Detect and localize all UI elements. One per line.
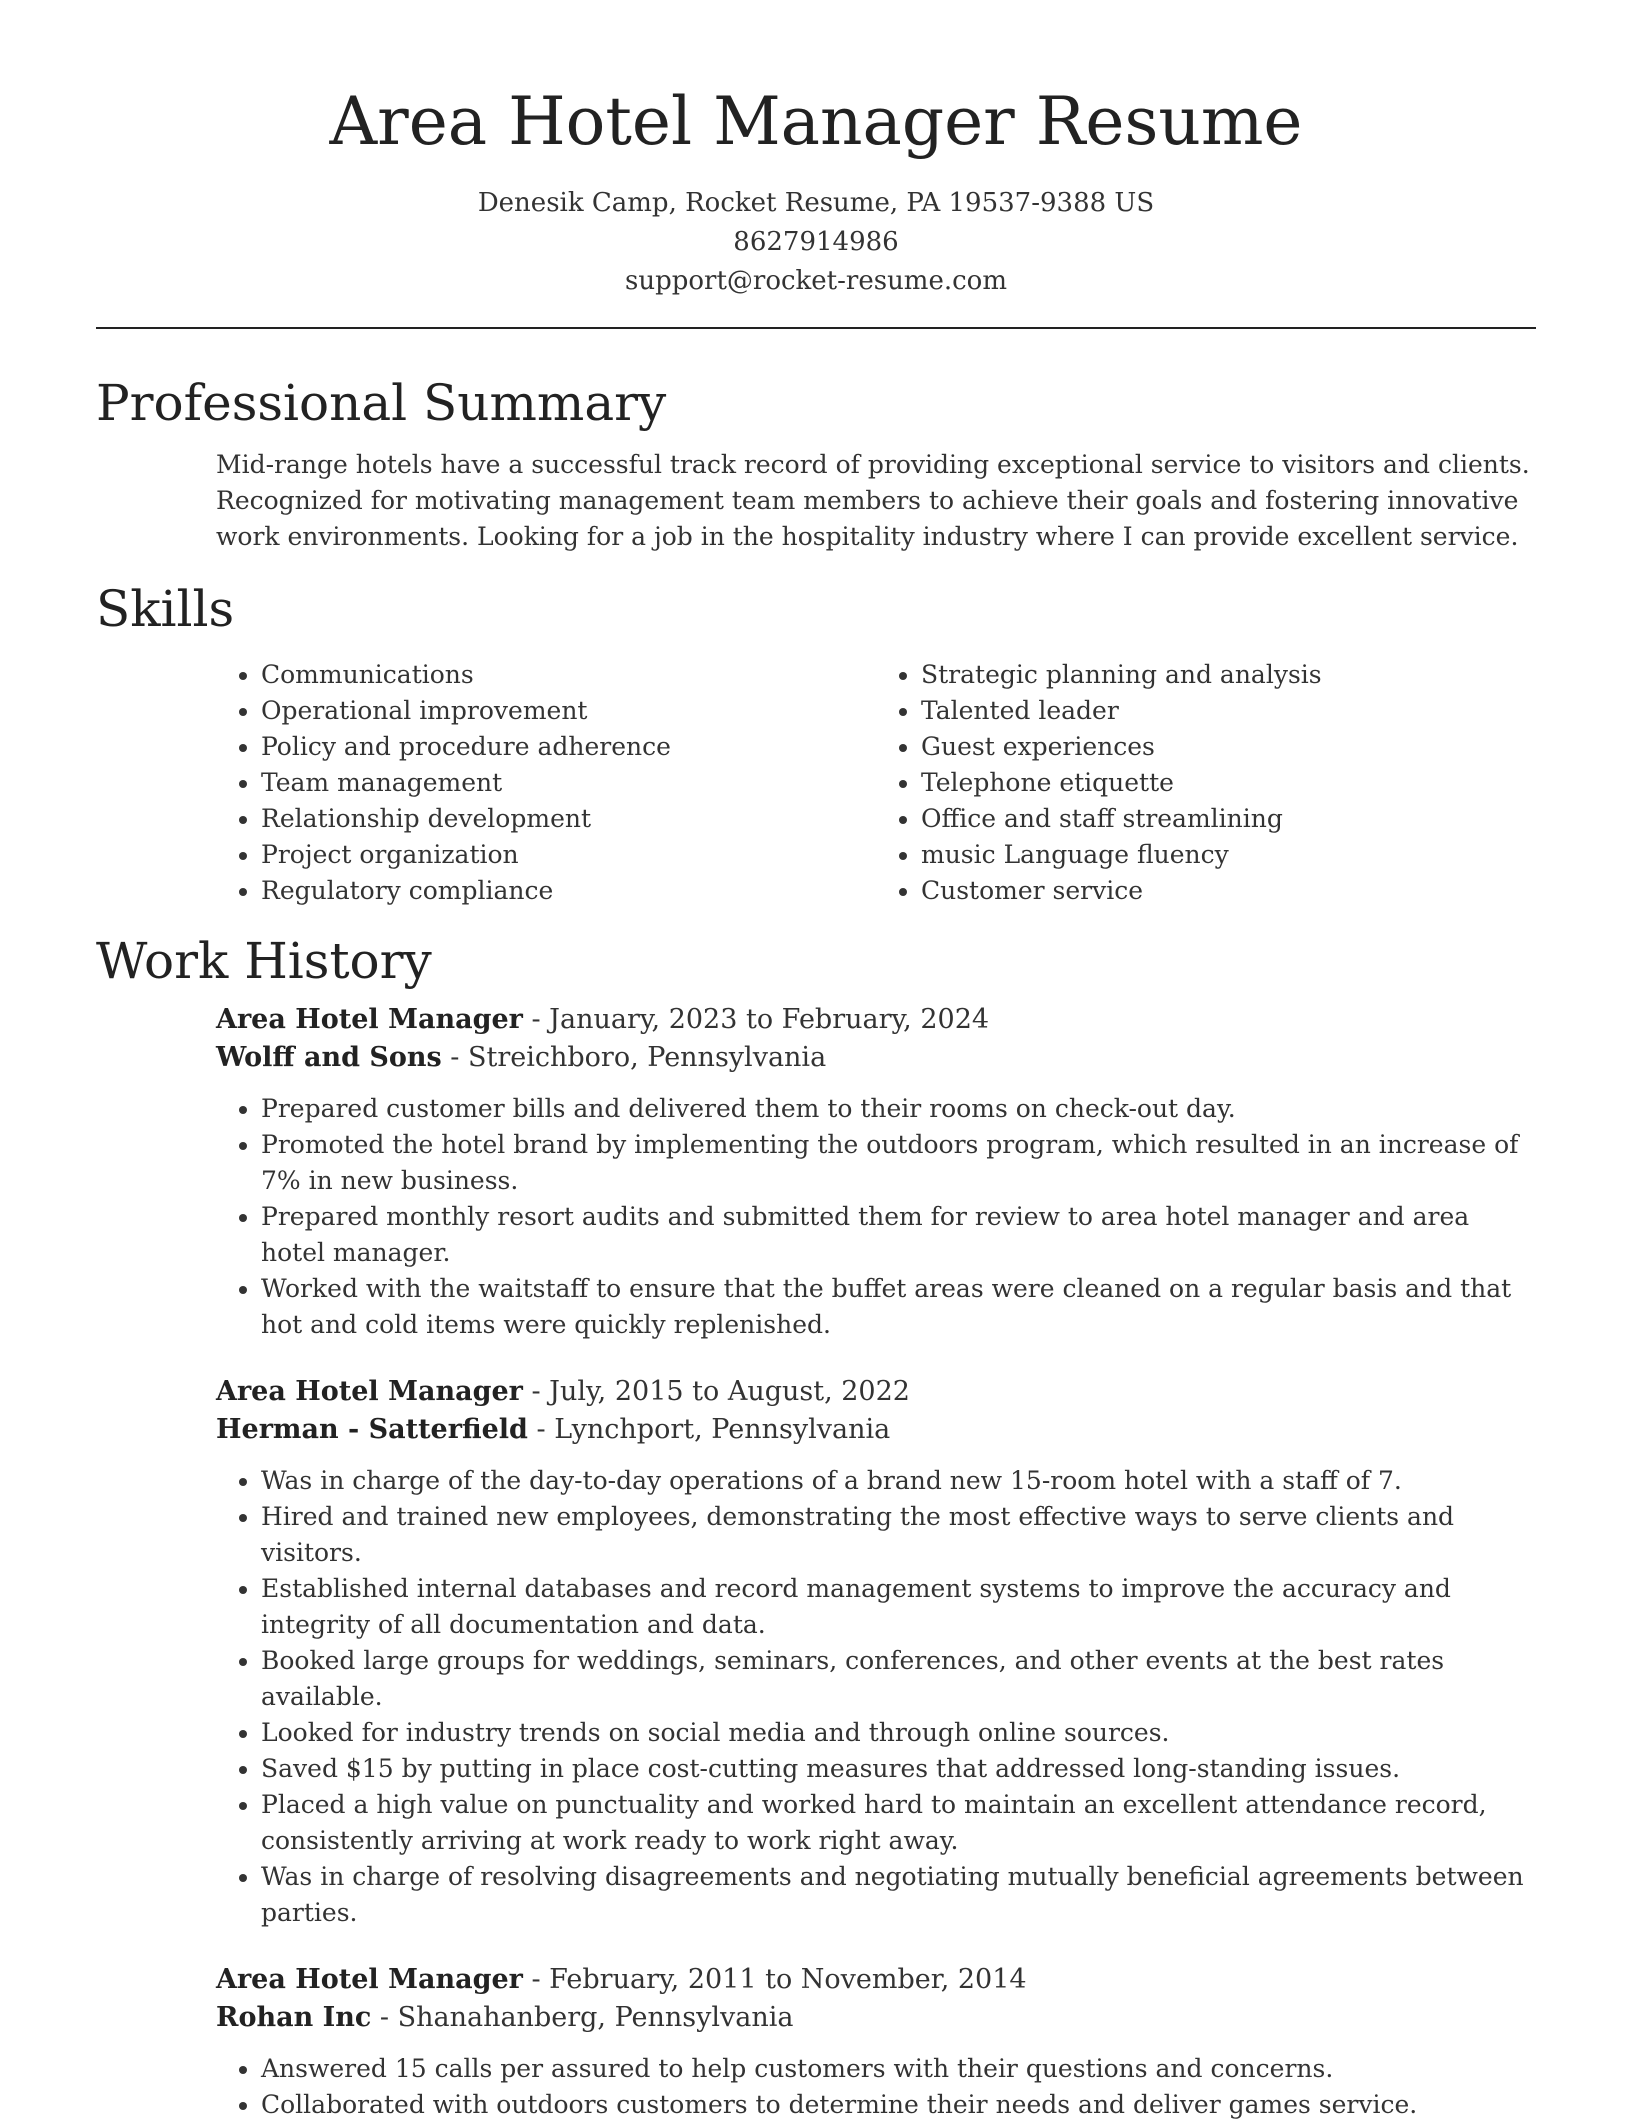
job-title: Area Hotel Manager: [216, 1375, 523, 1407]
job-bullets: [216, 1463, 1536, 1931]
skill-item: • music Language fluency: [921, 837, 1536, 873]
skills-section: [96, 579, 1536, 909]
job-bullet: • Placed a high value on punctuality and worked hard to maintain an excellent attendance record, consistently arriving at work ready to work right away.: [261, 1787, 1536, 1859]
job-bullet: • Booked large groups for weddings, seminars, conferences, and other events at the best rates available.: [261, 1643, 1536, 1715]
job-company-line: [216, 1411, 1536, 1449]
skill-item: • Team management: [261, 765, 876, 801]
skill-item: • Guest experiences: [921, 729, 1536, 765]
skills-grid: [216, 657, 1536, 909]
skill-item: • Telephone etiquette: [921, 765, 1536, 801]
job-location: - Lynchport, Pennsylvania: [527, 1413, 891, 1445]
skills-list-right: [876, 657, 1536, 909]
skills-list-left: [216, 657, 876, 909]
skill-item: • Project organization: [261, 837, 876, 873]
summary-section: [96, 373, 1536, 555]
skill-item: • Communications: [261, 657, 876, 693]
skill-item: • Talented leader: [921, 693, 1536, 729]
job-title: Area Hotel Manager: [216, 1963, 523, 1995]
job-bullet: • Hired and trained new employees, demonstrating the most effective ways to serve clients and visitors.: [261, 1499, 1536, 1571]
job-bullet: • Worked with the waitstaff to ensure that the buffet areas were cleaned on a regular basis and that hot and cold items were quickly replenished.: [261, 1271, 1536, 1343]
summary-text: Mid-range hotels have a successful track record of providing exceptional service to visitors and clients. Recognized for motivating management team members to achieve their goals and fostering innovative work environments. Looking for a job in the hospitality industry where I can provide excellent service.: [216, 449, 1530, 551]
job-dates: - January, 2023 to February, 2024: [522, 1003, 990, 1035]
job-title-line: [216, 1961, 1536, 1999]
job-bullet: • Saved $15 by putting in place cost-cutting measures that addressed long-standing issues.: [261, 1751, 1536, 1787]
skills-heading: Skills: [96, 579, 235, 638]
job-title: Area Hotel Manager: [216, 1003, 523, 1035]
job-bullet: • Promoted the hotel brand by implementing the outdoors program, which resulted in an increase of 7% in new business.: [261, 1127, 1536, 1199]
job-entry: [216, 1001, 1536, 1343]
skill-item: • Relationship development: [261, 801, 876, 837]
job-bullets: [216, 2051, 1536, 2123]
job-bullet: • Answered 15 calls per assured to help customers with their questions and concerns.: [261, 2051, 1536, 2087]
job-bullet: • Established internal databases and record management systems to improve the accuracy and integrity of all documentation and data.: [261, 1571, 1536, 1643]
job-dates: - July, 2015 to August, 2022: [522, 1375, 910, 1407]
skill-item: • Strategic planning and analysis: [921, 657, 1536, 693]
job-location: - Shanahanberg, Pennsylvania: [371, 2001, 794, 2033]
job-entry: [216, 1961, 1536, 2123]
job-bullets: [216, 1091, 1536, 1343]
work-history-section: [96, 931, 1536, 2123]
job-company-line: [216, 1999, 1536, 2037]
job-company: Rohan Inc: [216, 2001, 372, 2033]
job-company: Wolff and Sons: [216, 1041, 442, 1073]
job-location: - Streichboro, Pennsylvania: [441, 1041, 827, 1073]
job-title-line: [216, 1373, 1536, 1411]
job-dates: - February, 2011 to November, 2014: [522, 1963, 1027, 1995]
job-company: Herman - Satterfield: [216, 1413, 528, 1445]
job-company-line: [216, 1039, 1536, 1077]
page-title: Area Hotel Manager Resume: [329, 83, 1303, 160]
job-bullet: • Looked for industry trends on social media and through online sources.: [261, 1715, 1536, 1751]
contact-phone: 8627914986: [733, 226, 899, 257]
job-bullet: • Prepared monthly resort audits and submitted them for review to area hotel manager and area hotel manager.: [261, 1199, 1536, 1271]
skill-item: • Customer service: [921, 873, 1536, 909]
job-bullet: • Was in charge of the day-to-day operations of a brand new 15-room hotel with a staff of 7.: [261, 1463, 1536, 1499]
header-divider: [96, 327, 1536, 329]
job-title-line: [216, 1001, 1536, 1039]
job-bullet: • Was in charge of resolving disagreements and negotiating mutually beneficial agreements between parties.: [261, 1859, 1536, 1931]
contact-email: support@rocket-resume.com: [624, 265, 1007, 296]
summary-heading: Professional Summary: [96, 373, 667, 432]
skill-item: • Office and staff streamlining: [921, 801, 1536, 837]
job-entry: [216, 1373, 1536, 1931]
resume-header: [0, 0, 1632, 301]
job-bullet: • Prepared customer bills and delivered them to their rooms on check-out day.: [261, 1091, 1536, 1127]
job-bullet: • Collaborated with outdoors customers to determine their needs and deliver games service.: [261, 2087, 1536, 2123]
skill-item: • Policy and procedure adherence: [261, 729, 876, 765]
work-history-heading: Work History: [96, 931, 432, 990]
skill-item: • Regulatory compliance: [261, 873, 876, 909]
skill-item: • Operational improvement: [261, 693, 876, 729]
contact-address: Denesik Camp, Rocket Resume, PA 19537-9388 US: [477, 187, 1155, 218]
